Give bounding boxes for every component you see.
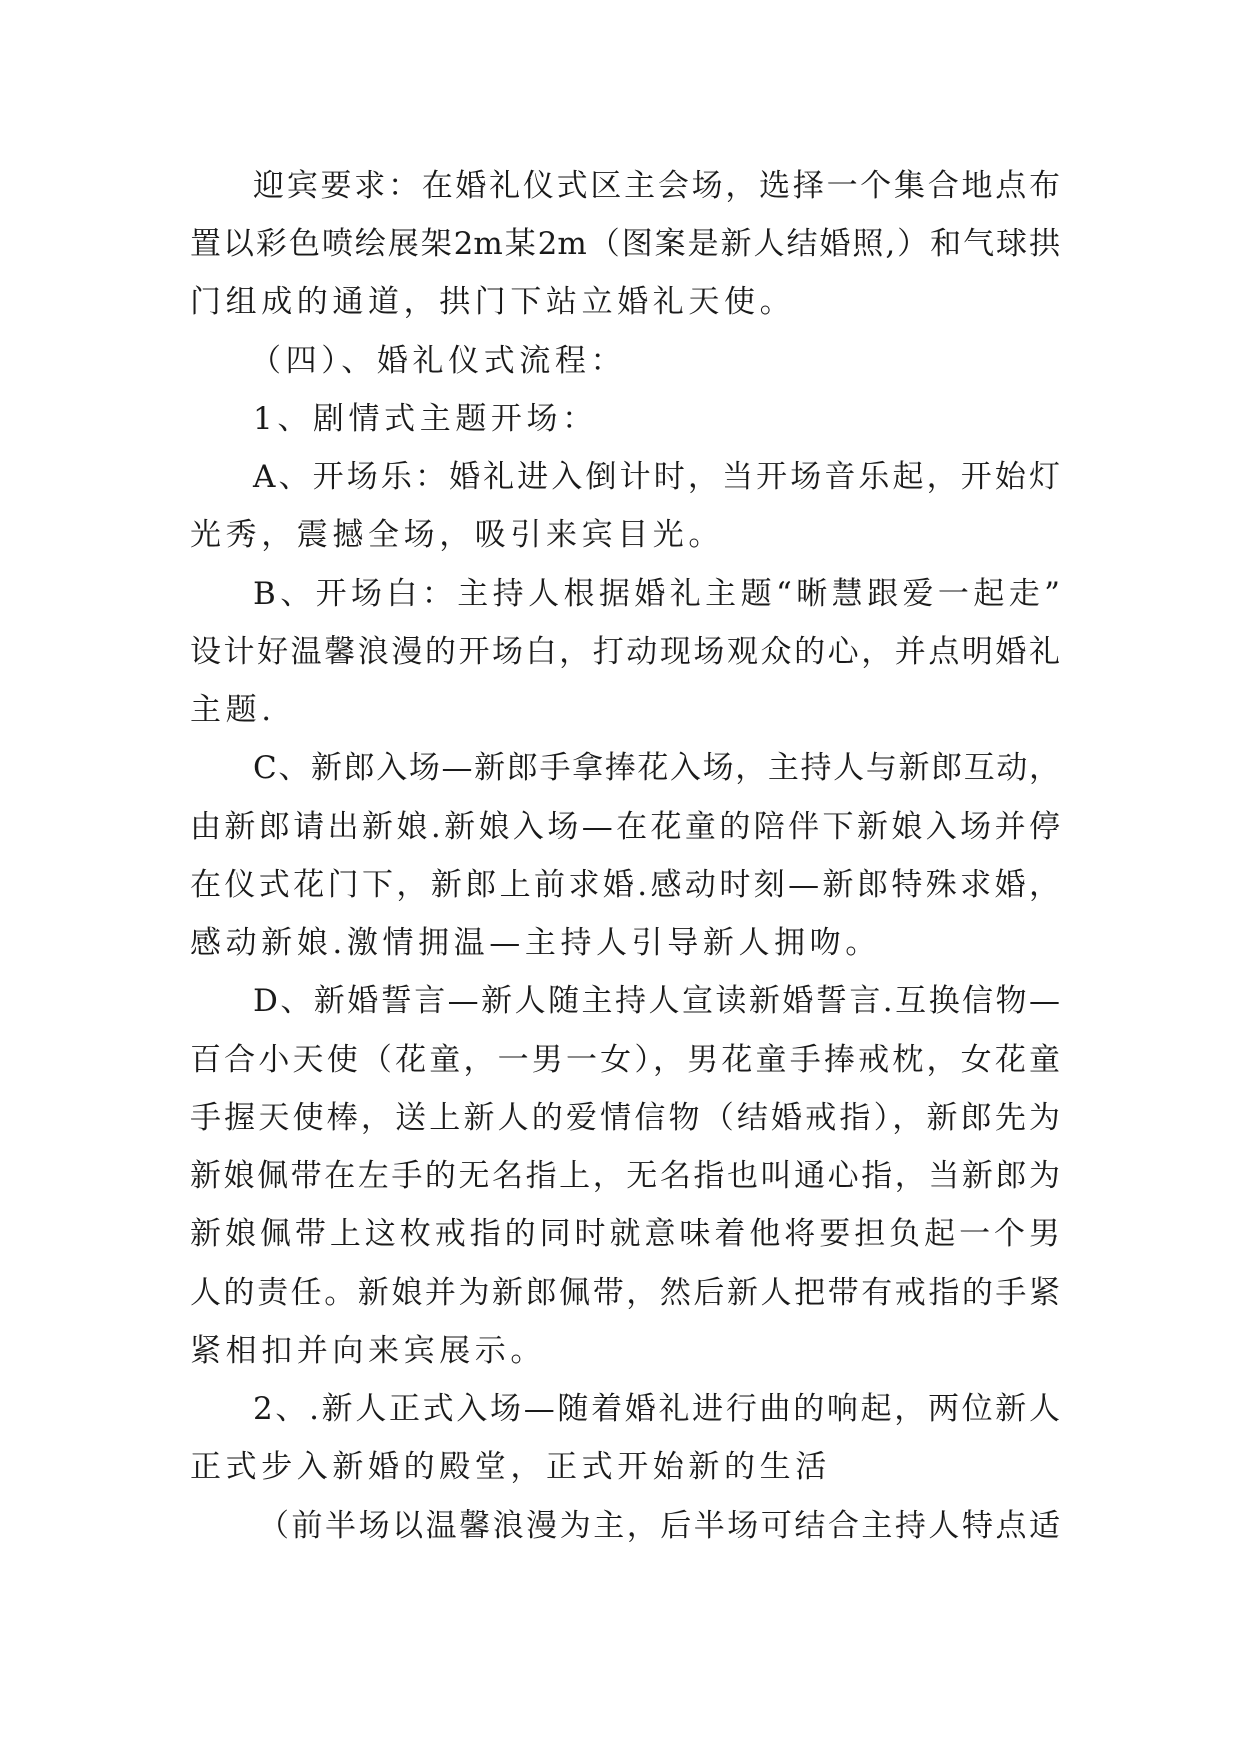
text-line: 2、.新人正式入场—随着婚礼进行曲的响起，两位新人 [253,1391,1060,1427]
text-line: 在仪式花门下，新郎上前求婚.感动时刻—新郎特殊求婚， [190,867,1060,903]
text-line: 紧相扣并向来宾展示。 [190,1333,546,1369]
text-line: （前半场以温馨浪漫为主，后半场可结合主持人特点适 [258,1508,1060,1544]
text-line: 主题. [190,692,276,728]
text-line: C、新郎入场—新郎手拿捧花入场，主持人与新郎互动， [253,750,1060,786]
text-line: 设计好温馨浪漫的开场白，打动现场观众的心，并点明婚礼 [190,634,1060,670]
text-line: 正式步入新婚的殿堂，正式开始新的生活 [190,1449,831,1485]
text-line: B、开场白：主持人根据婚礼主题“晰慧跟爱一起走” [253,576,1060,612]
subsection-heading: 1、剧情式主题开场： [253,401,598,437]
section-heading: （四）、婚礼仪式流程： [250,343,627,379]
text-line: 迎宾要求：在婚礼仪式区主会场，选择一个集合地点布 [253,168,1060,204]
text-line: 感动新娘.激情拥温—主持人引导新人拥吻。 [190,925,881,961]
text-line: 新娘佩带上这枚戒指的同时就意味着他将要担负起一个男 [190,1216,1060,1252]
text-line: A、开场乐：婚礼进入倒计时，当开场音乐起，开始灯 [253,459,1060,495]
text-line: 手握天使棒，送上新人的爱情信物（结婚戒指），新郎先为 [190,1100,1060,1136]
text-line: 光秀，震撼全场，吸引来宾目光。 [190,517,724,553]
text-line: 门组成的通道，拱门下站立婚礼天使。 [190,284,796,320]
text-line: D、新婚誓言—新人随主持人宣读新婚誓言.互换信物— [253,983,1060,1019]
text-line: 百合小天使（花童，一男一女），男花童手捧戒枕，女花童 [190,1042,1060,1078]
text-line: 由新郎请出新娘.新娘入场—在花童的陪伴下新娘入场并停 [190,809,1060,845]
text-line: 置以彩色喷绘展架2m某2m（图案是新人结婚照,）和气球拱 [190,226,1060,262]
text-line: 新娘佩带在左手的无名指上，无名指也叫通心指，当新郎为 [190,1158,1060,1194]
text-line: 人的责任。新娘并为新郎佩带，然后新人把带有戒指的手紧 [190,1275,1060,1311]
